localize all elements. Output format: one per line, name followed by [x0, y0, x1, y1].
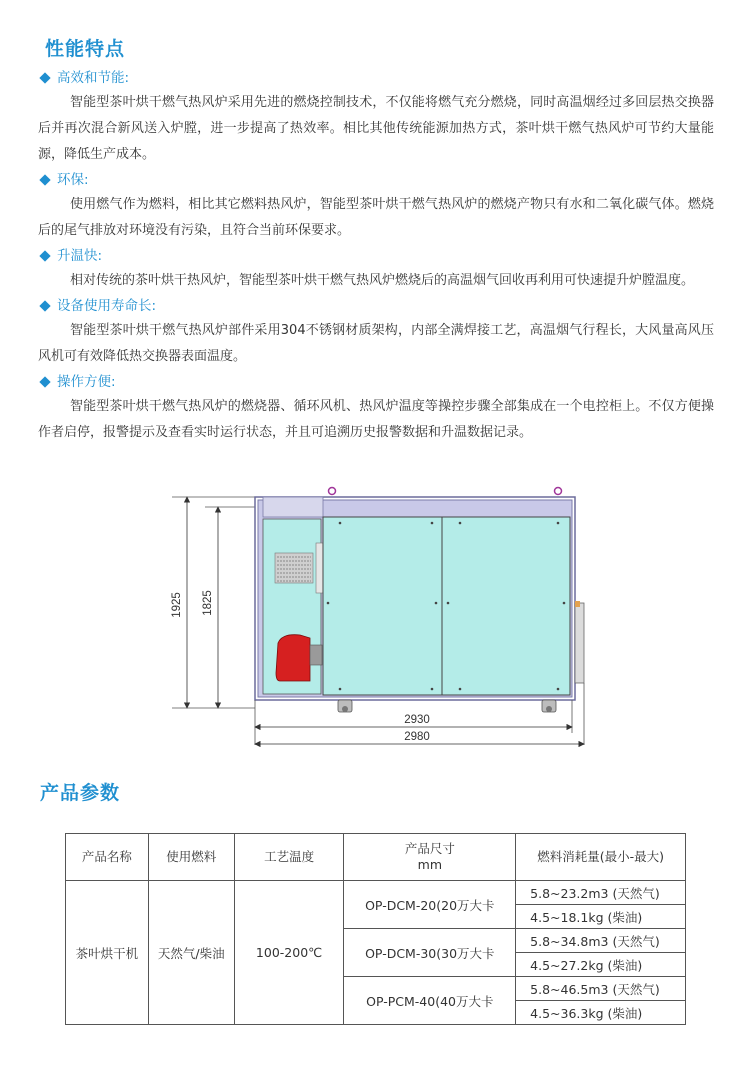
- cell-temperature: 100-200℃: [234, 881, 344, 1025]
- feature-heading-eco: [38, 168, 714, 192]
- cell-oil-consumption: 4.5~36.3kg (柴油): [516, 1001, 686, 1025]
- diamond-bullet-icon: [39, 72, 50, 83]
- params-title: 产品参数: [40, 782, 121, 804]
- caster-wheel-left: [338, 700, 352, 712]
- diamond-bullet-icon: [39, 300, 50, 311]
- header-size-line1: 产品尺寸: [404, 841, 455, 856]
- features-title: 性能特点: [45, 38, 126, 60]
- cell-model: OP-PCM-40(40万大卡: [344, 977, 516, 1025]
- cell-model: OP-DCM-20(20万大卡: [344, 881, 516, 929]
- feature-heading-heating: [38, 244, 714, 268]
- furnace-body: [255, 488, 584, 713]
- diamond-bullet-icon: [39, 250, 50, 261]
- cell-oil-consumption: 4.5~27.2kg (柴油): [516, 953, 686, 977]
- cell-gas-consumption: 5.8~34.8m3 (天然气): [516, 929, 686, 953]
- feature-heading-label: 高效和节能:: [57, 70, 130, 86]
- feature-text-lifespan: 智能型茶叶烘干燃气热风炉部件采用304不锈钢材质架构，内部全满焊接工艺，高温烟气行程长，大风量高风压风机可有效降低热交换器表面温度。: [38, 323, 714, 364]
- diamond-bullet-icon: [39, 174, 50, 185]
- cell-model: OP-DCM-30(30万大卡: [344, 929, 516, 977]
- cell-gas-consumption: 5.8~23.2m3 (天然气): [516, 881, 686, 905]
- diamond-bullet-icon: [39, 376, 50, 387]
- cell-fuel-type: 天然气/柴油: [148, 881, 234, 1025]
- feature-heading-label: 环保:: [57, 172, 89, 188]
- feature-text-efficiency: 智能型茶叶烘干燃气热风炉采用先进的燃烧控制技术，不仅能将燃气充分燃烧，同时高温烟经过多回层热交换器后并再次混合新风送入炉膛，进一步提高了热效率。相比其他传统能源加热方式，茶叶烘干燃气热风炉可节约大量能源，降低生产成本。: [38, 95, 714, 162]
- dimension-label-1925: 1925: [171, 592, 183, 618]
- header-fuel: 使用燃料: [148, 834, 234, 881]
- params-table: [65, 833, 686, 1025]
- dimension-label-2930: 2930: [404, 714, 430, 726]
- feature-heading-label: 操作方便:: [57, 374, 116, 390]
- feature-heading-label: 设备使用寿命长:: [57, 298, 157, 314]
- feature-text-operation: 智能型茶叶烘干燃气热风炉的燃烧器、循环风机、热风炉温度等操控步骤全部集成在一个电控柜上。不仅方便操作者启停，报警提示及查看实时运行状态，并且可追溯历史报警数据和升温数据记录。: [38, 399, 714, 440]
- furnace-drawing: [160, 483, 590, 748]
- vent-grille: [275, 553, 313, 583]
- caster-wheel-right: [542, 700, 556, 712]
- cell-gas-consumption: 5.8~46.5m3 (天然气): [516, 977, 686, 1001]
- header-consumption: 燃料消耗量(最小-最大): [516, 834, 686, 881]
- feature-heading-lifespan: [38, 294, 714, 318]
- dimension-label-2980: 2980: [404, 731, 430, 743]
- header-temperature: 工艺温度: [234, 834, 344, 881]
- features-list: [38, 66, 714, 446]
- header-size: [344, 834, 516, 881]
- header-size-unit: mm: [417, 857, 442, 872]
- dimension-label-1825: 1825: [202, 590, 214, 616]
- feature-text-heating: 相对传统的茶叶烘干热风炉，智能型茶叶烘干燃气热风炉燃烧后的高温烟气回收再利用可快速提升炉膛温度。: [70, 273, 695, 288]
- cell-product-name: 茶叶烘干机: [66, 881, 149, 1025]
- feature-heading-operation: [38, 370, 714, 394]
- cell-oil-consumption: 4.5~18.1kg (柴油): [516, 905, 686, 929]
- feature-text-eco: 使用燃气作为燃料，相比其它燃料热风炉，智能型茶叶烘干燃气热风炉的燃烧产物只有水和二氧化碳气体。燃烧后的尾气排放对环境没有污染，且符合当前环保要求。: [38, 197, 714, 238]
- table-row: [66, 881, 686, 905]
- feature-heading-efficiency: [38, 66, 714, 90]
- feature-heading-label: 升温快:: [57, 248, 103, 264]
- lifting-eye-left: [329, 488, 336, 495]
- header-product-name: 产品名称: [66, 834, 149, 881]
- lifting-eye-right: [555, 488, 562, 495]
- table-header-row: [66, 834, 686, 881]
